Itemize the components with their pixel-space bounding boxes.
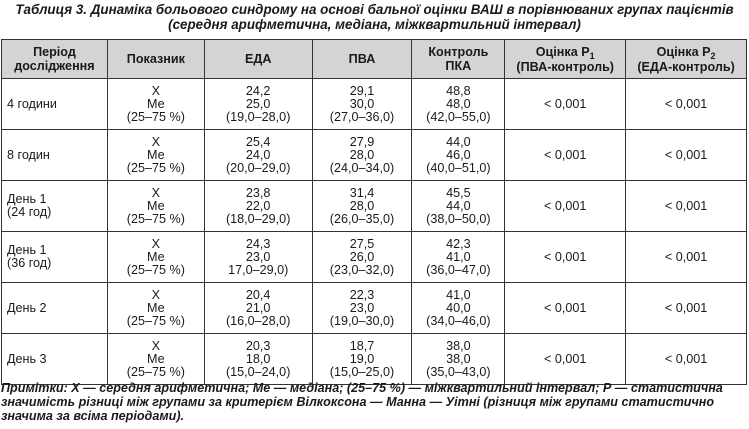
cell-indicator: Х Ме (25–75 %) (107, 181, 204, 232)
cell-indicator: Х Ме (25–75 %) (107, 232, 204, 283)
cell-p1: < 0,001 (505, 283, 626, 334)
header-eda: ЕДА (204, 40, 312, 79)
table-row (2, 334, 747, 385)
header-pva: ПВА (312, 40, 412, 79)
table-notes: Примітки: Х — середня арифметична; Ме — медіана; (25–75 %) — міжквартильний інтервал; Р — статистична значимість різниці між групами за критерієм Вілкоксона — Манна — Уітні (різниця між групами статистично значима за всіма періодами). (1, 381, 723, 423)
cell-p2: < 0,001 (626, 79, 747, 130)
cell-p2: < 0,001 (626, 283, 747, 334)
cell-eda: 24,2 25,0 (19,0–28,0) (204, 79, 312, 130)
caption-line1: Динаміка больового синдрому на основі бальної оцінки ВАШ в порівнюваних групах пацієнтів (90, 2, 734, 17)
cell-period: День 1 (24 год) (2, 181, 108, 232)
cell-period: День 3 (2, 334, 108, 385)
cell-indicator: Х Ме (25–75 %) (107, 79, 204, 130)
cell-p1: < 0,001 (505, 334, 626, 385)
cell-period: День 1 (36 год) (2, 232, 108, 283)
cell-eda: 20,3 18,0 (15,0–24,0) (204, 334, 312, 385)
header-p2: Оцінка $P_2$ (ЕДА-контроль) (626, 40, 747, 79)
cell-pva: 27,5 26,0 (23,0–32,0) (312, 232, 412, 283)
cell-p2: < 0,001 (626, 334, 747, 385)
cell-control: 41,0 40,0 (34,0–46,0) (412, 283, 505, 334)
header-p1: Оцінка $P_1$ (ПВА-контроль) (505, 40, 626, 79)
cell-control: 38,0 38,0 (35,0–43,0) (412, 334, 505, 385)
cell-p1: < 0,001 (505, 181, 626, 232)
cell-p2: < 0,001 (626, 232, 747, 283)
cell-control: 42,3 41,0 (36,0–47,0) (412, 232, 505, 283)
cell-pva: 29,1 30,0 (27,0–36,0) (312, 79, 412, 130)
cell-indicator: Х Ме (25–75 %) (107, 283, 204, 334)
table-row (2, 181, 747, 232)
header-indicator: Показник (107, 40, 204, 79)
caption-label: Таблиця 3. (15, 2, 88, 17)
cell-p2: < 0,001 (626, 181, 747, 232)
cell-control: 45,5 44,0 (38,0–50,0) (412, 181, 505, 232)
cell-pva: 18,7 19,0 (15,0–25,0) (312, 334, 412, 385)
cell-eda: 24,3 23,0 17,0–29,0) (204, 232, 312, 283)
table-row (2, 79, 747, 130)
cell-p1: < 0,001 (505, 232, 626, 283)
cell-indicator: Х Ме (25–75 %) (107, 334, 204, 385)
cell-period: 8 годин (2, 130, 108, 181)
caption-line2: (середня арифметична, медіана, міжквартильний інтервал) (168, 17, 581, 32)
cell-pva: 27,9 28,0 (24,0–34,0) (312, 130, 412, 181)
cell-indicator: Х Ме (25–75 %) (107, 130, 204, 181)
header-period: Період дослідження (2, 40, 108, 79)
cell-pva: 22,3 23,0 (19,0–30,0) (312, 283, 412, 334)
cell-eda: 23,8 22,0 (18,0–29,0) (204, 181, 312, 232)
header-row (2, 40, 747, 79)
cell-pva: 31,4 28,0 (26,0–35,0) (312, 181, 412, 232)
cell-control: 48,8 48,0 (42,0–55,0) (412, 79, 505, 130)
pain-dynamics-table (1, 39, 747, 385)
cell-control: 44,0 46,0 (40,0–51,0) (412, 130, 505, 181)
cell-p2: < 0,001 (626, 130, 747, 181)
cell-p1: < 0,001 (505, 79, 626, 130)
cell-p1: < 0,001 (505, 130, 626, 181)
cell-period: 4 години (2, 79, 108, 130)
cell-period: День 2 (2, 283, 108, 334)
cell-eda: 20,4 21,0 (16,0–28,0) (204, 283, 312, 334)
table-row (2, 283, 747, 334)
table-row (2, 130, 747, 181)
cell-eda: 25,4 24,0 (20,0–29,0) (204, 130, 312, 181)
table-row (2, 232, 747, 283)
table-caption (0, 2, 749, 32)
header-control: Контроль ПКА (412, 40, 505, 79)
